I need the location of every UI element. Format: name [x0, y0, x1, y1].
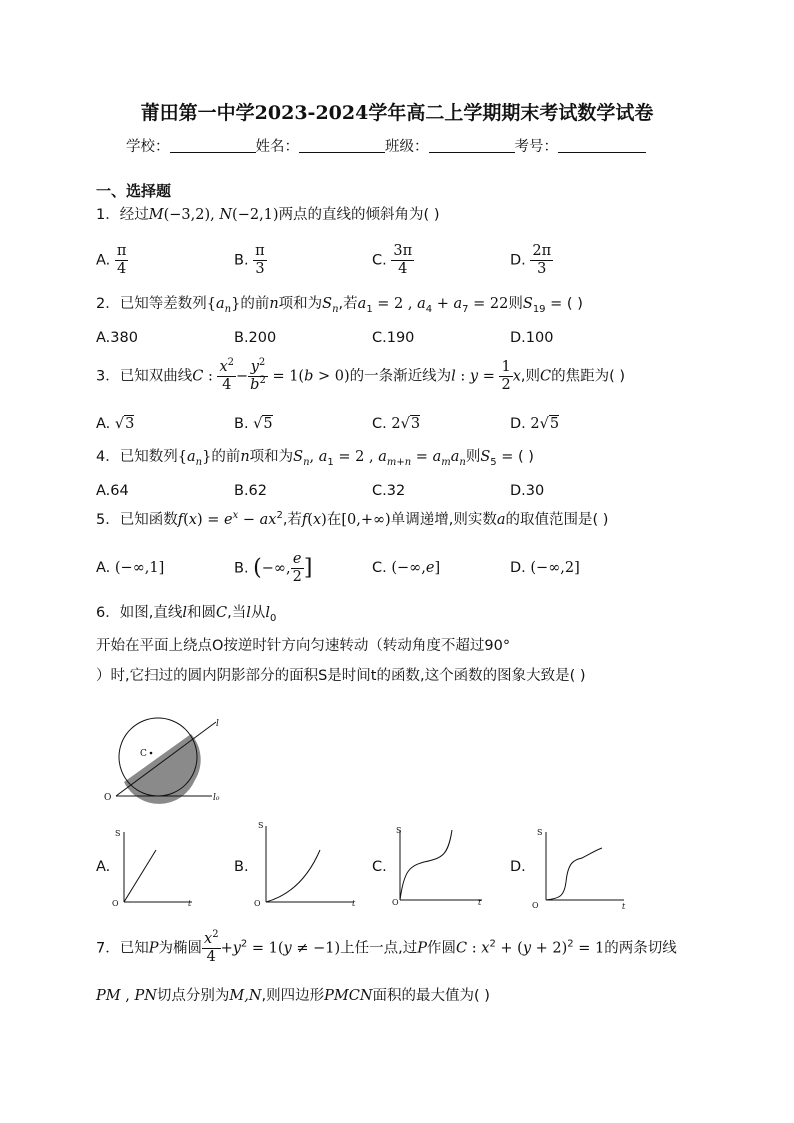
svg-text:t: t: [478, 898, 482, 907]
q6-option-c-label[interactable]: C.: [372, 859, 387, 875]
question-5: 5．已知函数$f(x) = e^x - ax^2$,若f(x)在[0,+∞)单调递增,则实数a的取值范围是( ): [96, 510, 609, 528]
q1-option-c[interactable]: C. $\frac{3\pi}{4}$: [372, 243, 413, 278]
question-6-line-2: 开始在平面上绕点O按逆时针方向匀速转动（转动角度不超过90°: [96, 638, 511, 654]
question-4: 4．已知数列$\{a_n\}$的前n项和为$S_n$, $a_1 = 2$ , $a_{m+n} = a_ma_n$则$S_5$ = ( ): [96, 449, 534, 468]
svg-text:S: S: [258, 821, 264, 830]
q6-option-b-graph[interactable]: [252, 814, 362, 910]
number-label: 考号：: [514, 139, 558, 155]
class-blank[interactable]: [429, 138, 515, 153]
svg-text:S: S: [115, 829, 121, 838]
question-7-line-2: PM , PN切点分别为M,N,则四边形PMCN面积的最大值为( ): [96, 988, 490, 1004]
class-label: 班级：: [385, 139, 429, 155]
q6-option-d-label[interactable]: D.: [510, 859, 526, 875]
q5-option-b[interactable]: B. (−∞, $\frac{e}{2}$ ]: [234, 551, 313, 586]
school-blank[interactable]: [170, 138, 256, 153]
svg-text:t: t: [622, 902, 626, 910]
q6-option-d-graph[interactable]: [530, 822, 630, 910]
q3-option-b[interactable]: B. √5: [234, 416, 273, 432]
q6-option-c-graph[interactable]: [390, 820, 490, 908]
name-label: 姓名：: [255, 139, 299, 155]
svg-text:t: t: [352, 899, 356, 908]
q2-option-c[interactable]: C.190: [372, 330, 415, 346]
svg-text:t: t: [188, 899, 192, 908]
q4-option-a[interactable]: A.64: [96, 483, 129, 499]
q3-option-d[interactable]: D. 2√5: [510, 416, 560, 432]
q5-option-c[interactable]: C. (−∞,e]: [372, 560, 441, 576]
q1-option-d[interactable]: D. $\frac{2\pi}{3}$: [510, 243, 552, 278]
page-title: 莆田第一中学2023-2024学年高二上学期期末考试数学试卷: [140, 102, 654, 124]
q2-option-b[interactable]: B.200: [234, 330, 277, 346]
svg-text:l₀: l₀: [213, 793, 220, 803]
q5-option-a[interactable]: A. (−∞,1]: [96, 560, 165, 576]
question-3: 3．已知双曲线C : $\frac{x^2}{4}$ − $\frac{y^2}{b^2}$ = 1(b > 0)的一条渐近线为l : y = $\frac{1}{2}$ x,则C的焦距为( ): [96, 357, 626, 394]
q3-option-a[interactable]: A. √3: [96, 416, 135, 432]
question-1: 1．经过M(−3,2), N(−2,1)两点的直线的倾斜角为( ): [96, 207, 440, 223]
svg-text:O: O: [112, 899, 119, 908]
question-6-line-1: 6．如图,直线l和圆C,当l从$l_0$: [96, 605, 277, 624]
q6-option-a-label[interactable]: A.: [96, 859, 111, 875]
section-heading: 一、选择题: [96, 182, 172, 200]
q6-option-b-label[interactable]: B.: [234, 859, 249, 875]
q3-option-c[interactable]: C. 2√3: [372, 416, 421, 432]
svg-text:O: O: [532, 901, 539, 910]
q6-option-a-graph[interactable]: [110, 822, 200, 908]
q5-option-d[interactable]: D. (−∞,2]: [510, 560, 580, 576]
q1-option-b[interactable]: B. $\frac{\pi}{3}$: [234, 243, 265, 278]
svg-text:S: S: [396, 826, 402, 835]
q4-option-c[interactable]: C.32: [372, 483, 406, 499]
svg-text:l: l: [216, 719, 219, 729]
number-blank[interactable]: [558, 138, 646, 153]
q4-option-d[interactable]: D.30: [510, 483, 545, 499]
school-label: 学校：: [126, 139, 170, 155]
name-blank[interactable]: [299, 138, 385, 153]
q2-option-d[interactable]: D.100: [510, 330, 554, 346]
circle-line-figure: [100, 712, 240, 804]
question-6-line-3: ）时,它扫过的圆内阴影部分的面积S是时间t的函数,这个函数的图象大致是( ): [96, 668, 586, 684]
student-info-line: [126, 138, 646, 155]
question-7-line-1: 7．已知P为椭圆 $\frac{x^2}{4}$ $+y^2 = 1(y \ne -1)$上任一点,过P作圆C : $x^2 + (y + 2)^2 = 1$的两条切线: [96, 929, 677, 966]
svg-text:O: O: [392, 898, 399, 907]
q4-option-b[interactable]: B.62: [234, 483, 268, 499]
svg-text:C: C: [140, 749, 147, 759]
question-2: 2．已知等差数列$\{a_n\}$的前n项和为$S_n$,若$a_1 = 2$ , $a_4 + a_7 = 22$则$S_{19}$ = ( ): [96, 296, 583, 315]
svg-text:O: O: [254, 899, 261, 908]
q2-option-a[interactable]: A.380: [96, 330, 138, 346]
svg-text:S: S: [537, 828, 543, 837]
svg-text:O: O: [104, 793, 112, 803]
q1-option-a[interactable]: A. $\frac{\pi}{4}$: [96, 243, 127, 278]
